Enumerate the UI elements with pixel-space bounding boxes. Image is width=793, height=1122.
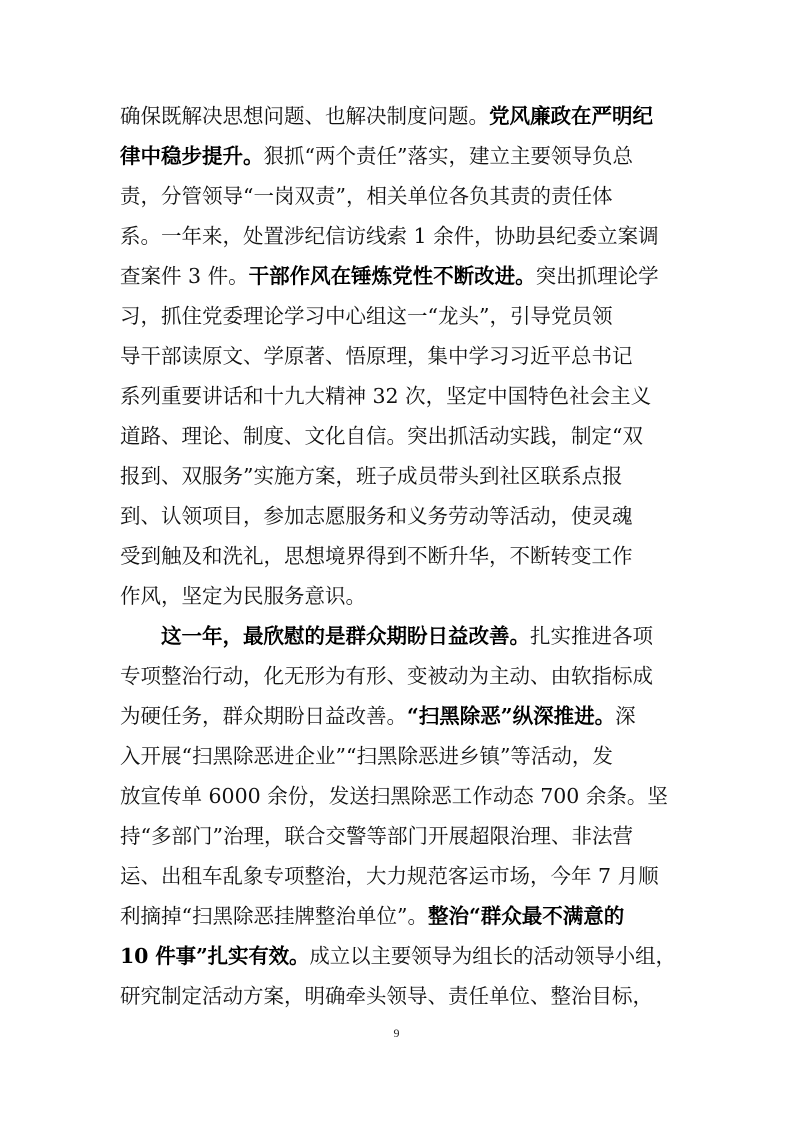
- text-line: [120, 456, 676, 496]
- text-run: 深: [615, 704, 636, 728]
- text-line: [120, 136, 676, 176]
- text-line: [120, 416, 676, 456]
- text-line: [120, 896, 676, 936]
- text-line: [120, 576, 676, 616]
- text-line: [120, 976, 676, 1016]
- text-line: [120, 216, 676, 256]
- text-line: [120, 736, 676, 776]
- bold-heading-run: 干部作风在锤炼党性不断改进。: [248, 264, 536, 288]
- text-run: 受到触及和洗礼，思想境界得到不断升华，不断转变工作: [120, 544, 633, 568]
- text-line: [120, 496, 676, 536]
- text-run: 为硬任务，群众期盼日益改善。: [120, 704, 407, 728]
- text-line: [120, 816, 676, 856]
- text-run: 放宣传单 6000 余份，发送扫黑除恶工作动态 700 余条。坚: [120, 784, 668, 808]
- text-run: 运、出租车乱象专项整治，大力规范客运市场，今年 7 月顺: [120, 864, 659, 888]
- page-number: 9: [393, 1026, 400, 1040]
- text-run: 系。一年来，处置涉纪信访线索 1 余件，协助县纪委立案调: [120, 224, 659, 248]
- text-run: 系列重要讲话和十九大精神 32 次，坚定中国特色社会主义: [120, 384, 652, 408]
- text-run: 持“多部门”治理，联合交警等部门开展超限治理、非法营: [120, 824, 633, 848]
- text-line: [120, 536, 676, 576]
- text-run: 狠抓“两个责任”落实，建立主要领导负总: [263, 144, 633, 168]
- text-run: 到、认领项目，参加志愿服务和义务劳动等活动，使灵魂: [120, 504, 633, 528]
- text-run: 作风，坚定为民服务意识。: [120, 584, 366, 608]
- text-line: [120, 296, 676, 336]
- text-line: [120, 656, 676, 696]
- text-run: 确保既解决思想问题、也解决制度问题。: [120, 104, 489, 128]
- text-line: [120, 856, 676, 896]
- text-line: [120, 256, 676, 296]
- text-run: 责，分管领导“一岗双责”，相关单位各负其责的责任体: [120, 184, 613, 208]
- text-line: [120, 96, 676, 136]
- text-run: 习，抓住党委理论学习中心组这一“龙头”，引导党员领: [120, 304, 613, 328]
- bold-heading-run: 10 件事”扎实有效。: [120, 944, 310, 968]
- text-run: 查案件 3 件。: [120, 264, 249, 288]
- paragraph-first-line: [161, 616, 676, 656]
- text-run: 导干部读原文、学原著、悟原理，集中学习习近平总书记: [120, 344, 633, 368]
- text-line: [120, 336, 676, 376]
- text-run: 成立以主要领导为组长的活动领导小组，: [309, 944, 676, 968]
- text-line: [120, 696, 676, 736]
- text-run: 扎实推进各项: [530, 624, 653, 648]
- text-run: 专项整治行动，化无形为有形、变被动为主动、由软指标成: [120, 664, 653, 688]
- bold-heading-run: “扫黑除恶”纵深推进。: [407, 704, 616, 728]
- body-text: [120, 96, 676, 1036]
- text-run: 研究制定活动方案，明确牵头领导、责任单位、整治目标，: [120, 984, 653, 1008]
- bold-heading-run: 整治“群众最不满意的: [427, 904, 625, 928]
- text-run: 利摘掉“扫黑除恶挂牌整治单位”。: [120, 904, 428, 928]
- text-line: [120, 936, 676, 976]
- text-run: 入开展“扫黑除恶进企业”“扫黑除恶进乡镇”等活动，发: [120, 744, 613, 768]
- text-line: [120, 776, 676, 816]
- bold-heading-run: 党风廉政在严明纪: [489, 104, 653, 128]
- text-run: 报到、双服务”实施方案，班子成员带头到社区联系点报: [120, 464, 623, 488]
- text-run: 道路、理论、制度、文化自信。突出抓活动实践，制定“双: [120, 424, 643, 448]
- bold-heading-run: 这一年，最欣慰的是群众期盼日益改善。: [161, 624, 530, 648]
- text-run: 突出抓理论学: [535, 264, 659, 288]
- text-line: [120, 376, 676, 416]
- text-line: [120, 176, 676, 216]
- bold-heading-run: 律中稳步提升。: [120, 144, 264, 168]
